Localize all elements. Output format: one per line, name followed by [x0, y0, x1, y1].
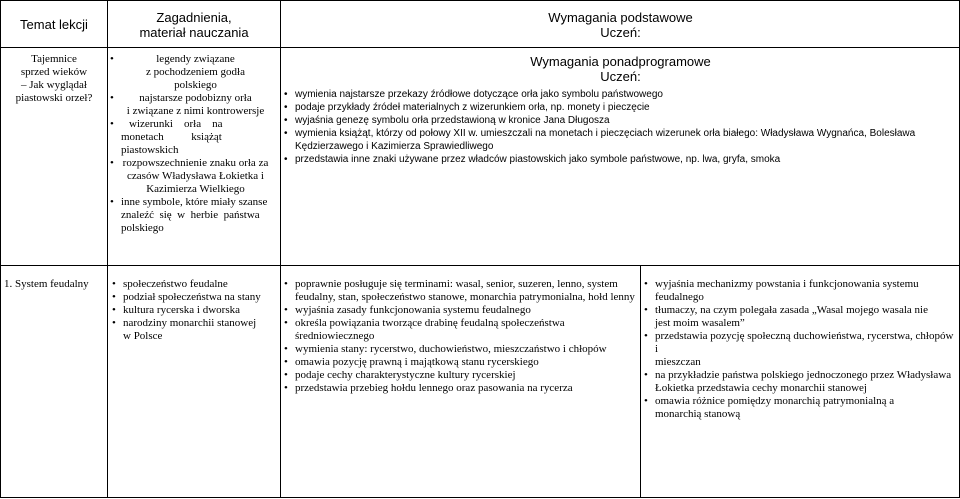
issue-line: Kazimierza Wielkiego [146, 183, 245, 195]
row2-issue-item [112, 291, 277, 304]
row2-basic-item [284, 304, 636, 317]
col-divider-3 [640, 265, 641, 498]
row1-issue-item [110, 92, 270, 118]
row2-extended-item [644, 369, 956, 395]
row2-extended-list [644, 278, 956, 421]
row2-basic-list [284, 278, 636, 395]
issue-line: • wizerunki orła na [129, 118, 223, 130]
row-divider [0, 265, 960, 266]
row2-basic-item [284, 356, 636, 369]
row2-basic-item [284, 278, 636, 304]
basic-line: podaje cechy charakterystyczne kultury rycerskiej [295, 369, 516, 381]
header-issues [108, 10, 280, 40]
row1-topic-line: sprzed wieków [20, 66, 88, 78]
extended-line: • tłumaczy, na czym polegała zasada „Wasal mojego wasala nie [655, 304, 928, 316]
extended-line: przedstawia inne znaki używane przez władców piastowskich jako symbole państwowe, np. lwa, gryfa, smoka [295, 154, 781, 165]
row1-topic-line: Tajemnice [31, 53, 77, 65]
basic-line: wymienia stany: rycerstwo, duchowieństwo, mieszczaństwo i chłopów [295, 343, 607, 355]
issue-line: w Polsce [123, 330, 163, 342]
issue-line: znaleźć się w herbie państwa [121, 209, 260, 221]
header-basic-line1: Wymagania podstawowe [548, 10, 693, 25]
extended-line: mieszczan [655, 356, 701, 368]
row1-issues-list [110, 53, 270, 235]
basic-line: • poprawnie posługuje się terminami: wasal, senior, suzeren, lenno, system [295, 278, 618, 290]
row2-issue-item [112, 278, 277, 291]
issue-line: i związane z nimi kontrowersje [126, 105, 265, 117]
row2-extended-item [644, 304, 956, 330]
row1-issue-item [110, 157, 270, 196]
row1-topic [4, 53, 104, 105]
row1-extended-item [284, 153, 954, 166]
issue-line: • rozpowszechnienie znaku orła za [122, 157, 269, 169]
issue-line: społeczeństwo feudalne [123, 278, 228, 290]
extended-line: wymienia najstarsze przekazy źródłowe dotyczące orła jako symbolu państwowego [295, 89, 663, 100]
row1-issue-item [110, 118, 270, 157]
issue-line: • inne symbole, które miały szanse [121, 196, 268, 208]
row2-basic-item [284, 317, 636, 343]
issue-line: polskiego [121, 222, 164, 234]
row2-issues-list [112, 278, 277, 343]
row1-topic-line: piastowski orzeł? [15, 92, 93, 104]
extended-line: monarchią stanową [655, 408, 741, 420]
header-topic: Temat lekcji [20, 17, 88, 32]
extended-divider-top [280, 47, 960, 48]
issue-line: podział społeczeństwa na stany [123, 291, 261, 303]
header-basic-line2: Uczeń: [600, 25, 641, 40]
row2-extended-item [644, 330, 956, 369]
row2-basic-item [284, 343, 636, 356]
row1-extended-item [284, 114, 954, 127]
extended-line: Łokietka przedstawia cechy monarchii stanowej [655, 382, 867, 394]
issue-line: z pochodzeniem godła [146, 66, 245, 78]
issue-line: • narodziny monarchii stanowej [123, 317, 257, 329]
extended-line: wyjaśnia mechanizmy powstania i funkcjonowania systemu feudalnego [655, 278, 919, 303]
extended-line: wyjaśnia genezę symbolu orła przedstawioną w kronice Jana Długosza [295, 115, 610, 126]
row1-extended-item [284, 127, 954, 153]
basic-line: przedstawia przebieg hołdu lennego oraz pasowania na rycerza [295, 382, 573, 394]
row2-issue-item [112, 304, 277, 317]
basic-line: omawia pozycję prawną i majątkową stanu rycerskiego [295, 356, 539, 368]
extended-title: Wymagania ponadprogramowe [530, 54, 711, 69]
basic-line: • określa powiązania tworzące drabinę feudalną społeczeństwa [295, 317, 565, 329]
row1-issue-item [110, 53, 270, 92]
row2-basic-item [284, 369, 636, 382]
issue-line: • najstarsze podobizny orła [139, 92, 252, 104]
row2-extended-item [644, 278, 956, 304]
extended-line: • wymienia książąt, którzy od połowy XII w. umieszczali na monetach i pieczęciach wizerunek orła białego: Władysława Wygnańca, Bolesława [295, 128, 916, 139]
extended-line: • przedstawia pozycję społeczną duchowieństwa, rycerstwa, chłopów i [655, 330, 954, 355]
row2-basic-item [284, 382, 636, 395]
extended-line: • omawia różnice pomiędzy monarchią patrymonialną a [655, 395, 895, 407]
row2-extended-item [644, 395, 956, 421]
issue-line: czasów Władysława Łokietka i [127, 170, 264, 182]
row1-extended-list [284, 88, 954, 166]
issue-line: polskiego [174, 79, 217, 91]
extended-line: • na przykładzie państwa polskiego jednoczonego przez Władysława [655, 369, 952, 381]
row1-extended-item [284, 101, 954, 114]
extended-subtitle: Uczeń: [600, 69, 641, 84]
issue-line: monetach książąt [121, 131, 222, 143]
basic-line: średniowiecznego [295, 330, 375, 342]
row1-extended-item [284, 88, 954, 101]
extended-requirements-heading [281, 54, 960, 84]
basic-line: wyjaśnia zasady funkcjonowania systemu feudalnego [295, 304, 531, 316]
extended-line: podaje przykłady źródeł materialnych z wizerunkiem orła, np. monety i pieczęcie [295, 102, 650, 113]
row2-issue-item [112, 317, 277, 343]
table-border-left [0, 0, 1, 498]
table-border-bottom [0, 497, 960, 498]
extended-line: Kędzierzawego i Kazimierza Sprawiedliwego [295, 141, 494, 152]
col-divider-1 [107, 0, 108, 498]
issue-line: • legendy związane [156, 53, 235, 65]
row1-topic-line: – Jak wyglądał [21, 79, 87, 91]
row1-issue-item [110, 196, 270, 235]
header-basic-requirements [281, 10, 960, 40]
issue-line: piastowskich [121, 144, 179, 156]
header-issues-line2: materiał nauczania [139, 25, 249, 40]
row2-topic: 1. System feudalny [4, 278, 89, 290]
header-issues-line1: Zagadnienia, [156, 10, 232, 25]
extended-line: jest moim wasalem” [655, 317, 745, 329]
basic-line: feudalny, stan, społeczeństwo stanowe, monarchia patrymonialna, hołd lenny [295, 291, 635, 303]
issue-line: kultura rycerska i dworska [123, 304, 240, 316]
table-border-top [0, 0, 960, 1]
